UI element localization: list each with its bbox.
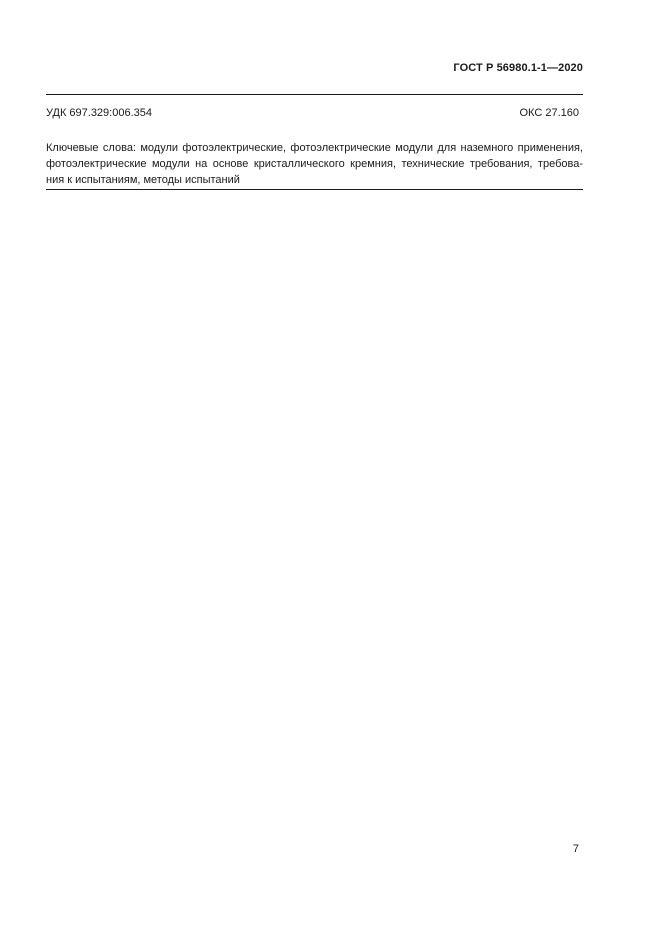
keywords-line: фотоэлектрические модули на основе кристаллического кремния, технические требования, требова- — [46, 158, 583, 170]
page-number: 7 — [572, 843, 579, 855]
keywords-block — [46, 140, 583, 188]
document-code: ГОСТ Р 56980.1-1—2020 — [453, 62, 583, 74]
keywords-line: Ключевые слова: модули фотоэлектрические, фотоэлектрические модули для наземного применения, — [46, 142, 583, 154]
bottom-divider — [46, 189, 583, 190]
udk-code: УДК 697.329:006.354 — [46, 107, 152, 119]
top-divider — [46, 94, 583, 95]
keywords-line: ния к испытаниям, методы испытаний — [46, 174, 240, 186]
oks-code: ОКС 27.160 — [519, 107, 579, 119]
